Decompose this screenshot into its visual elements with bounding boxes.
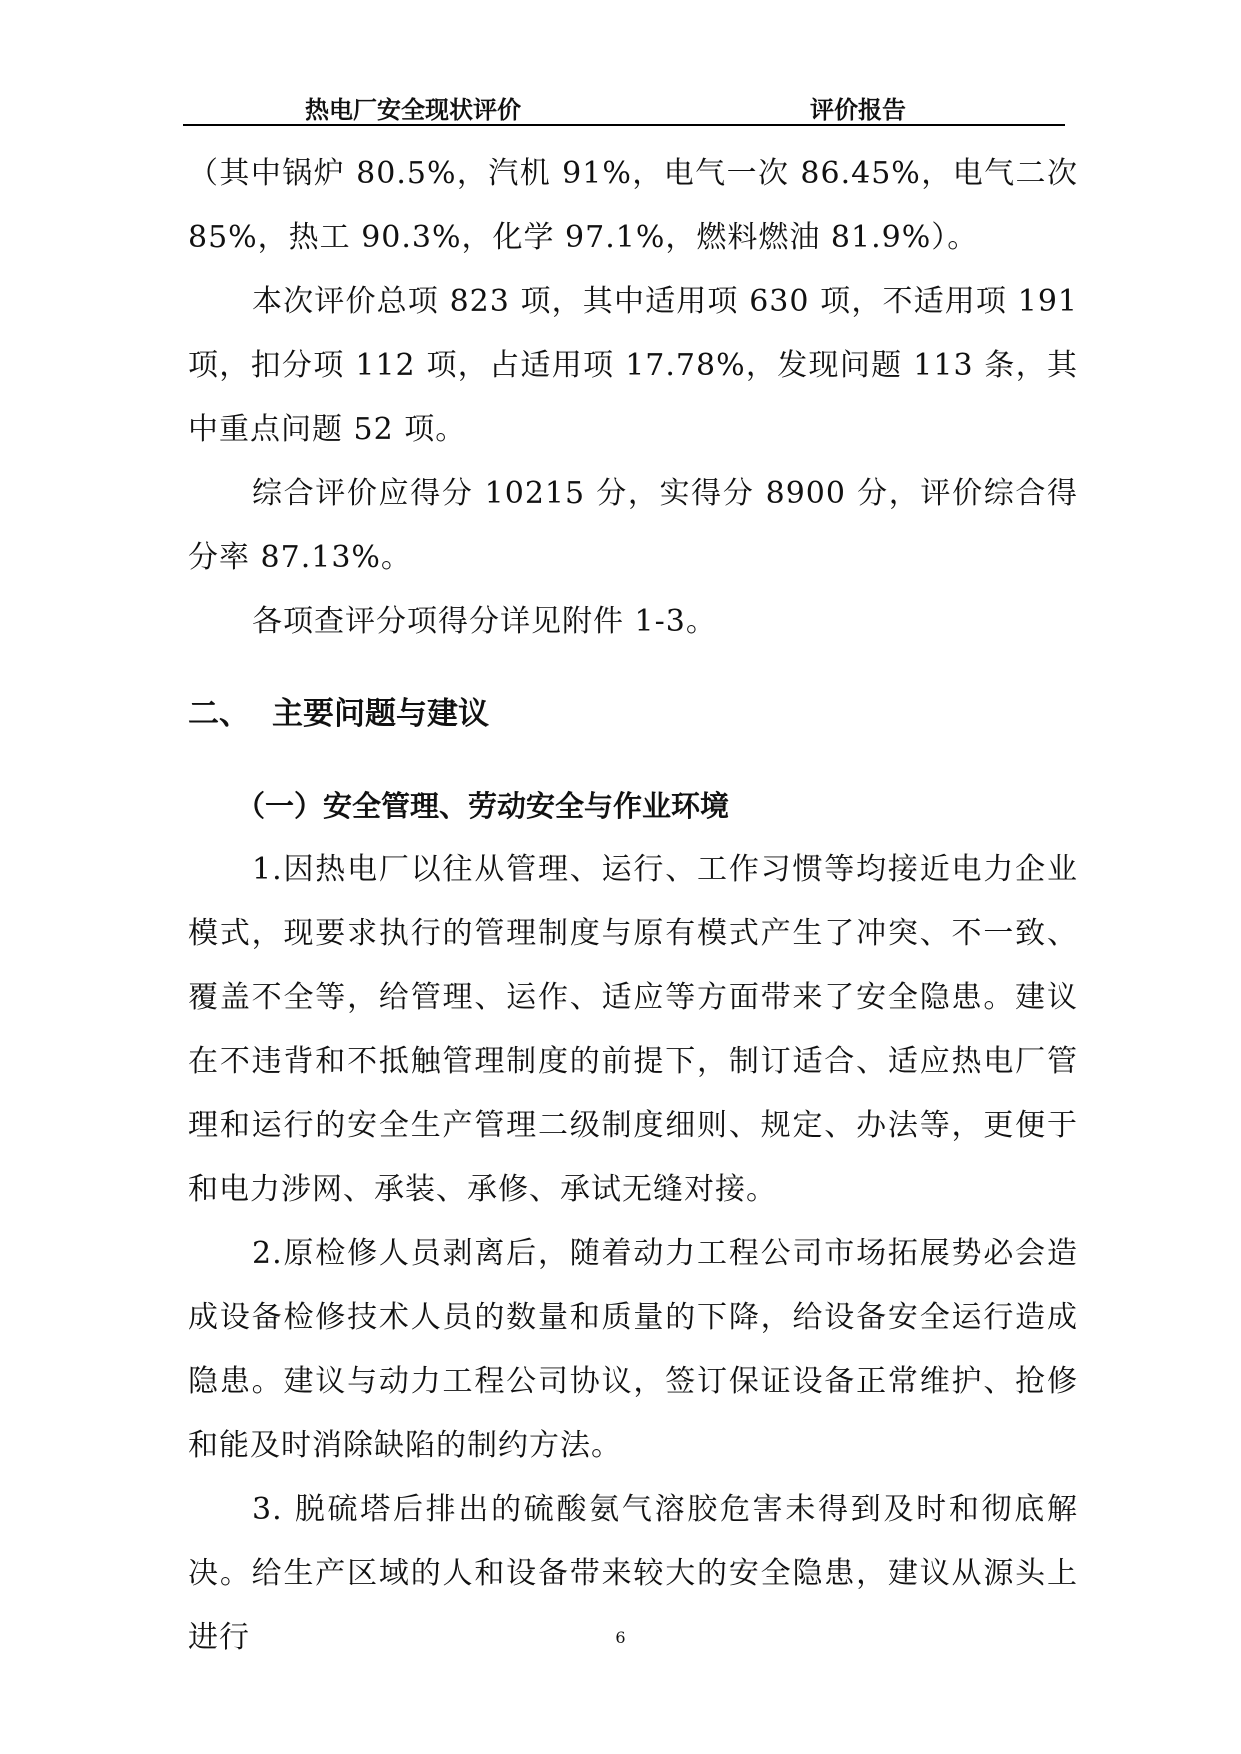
page-header (183, 84, 1065, 126)
header-report-label: 评价报告 (810, 96, 906, 124)
list-item: 2.原检修人员剥离后，随着动力工程公司市场拓展势必会造成设备检修技术人员的数量和质量的下降，给设备安全运行造成隐患。建议与动力工程公司协议，签订保证设备正常维护、抢修和能及时消除缺陷的制约方法。 (188, 1236, 1078, 1463)
body-text (188, 142, 1078, 1670)
section-heading (188, 682, 1078, 746)
list-item: 1.因热电厂以往从管理、运行、工作习惯等均接近电力企业模式，现要求执行的管理制度与原有模式产生了冲突、不一致、覆盖不全等，给管理、运作、适应等方面带来了安全隐患。建议在不违背和不抵触管理制度的前提下，制订适合、适应热电厂管理和运行的安全生产管理二级制度细则、规定、办法等，更便于和电力涉网、承装、承修、承试无缝对接。 (188, 852, 1078, 1207)
paragraph-item-counts: 本次评价总项 823 项，其中适用项 630 项，不适用项 191 项，扣分项 112 项，占适用项 17.78%，发现问题 113 条，其中重点问题 52 项。 (188, 284, 1078, 447)
page-number: 6 (615, 1628, 626, 1647)
paragraph-scores-breakdown: （其中锅炉 80.5%，汽机 91%，电气一次 86.45%，电气二次 85%，热工 90.3%，化学 97.1%，燃料燃油 81.9%）。 (188, 156, 1078, 255)
header-title: 热电厂安全现状评价 (305, 96, 521, 124)
section-number: 二、 (188, 696, 250, 732)
paragraph-overall-score: 综合评价应得分 10215 分，实得分 8900 分，评价综合得分率 87.13%。 (188, 476, 1078, 575)
subsection-heading: （一）安全管理、劳动安全与作业环境 (236, 789, 730, 823)
paragraph-attachment-note: 各项查评分项得分详见附件 1-3。 (252, 604, 717, 639)
section-title: 主要问题与建议 (272, 696, 489, 732)
list-item: 3. 脱硫塔后排出的硫酸氨气溶胶危害未得到及时和彻底解决。给生产区域的人和设备带来较大的安全隐患，建议从源头上进行 (188, 1492, 1078, 1655)
